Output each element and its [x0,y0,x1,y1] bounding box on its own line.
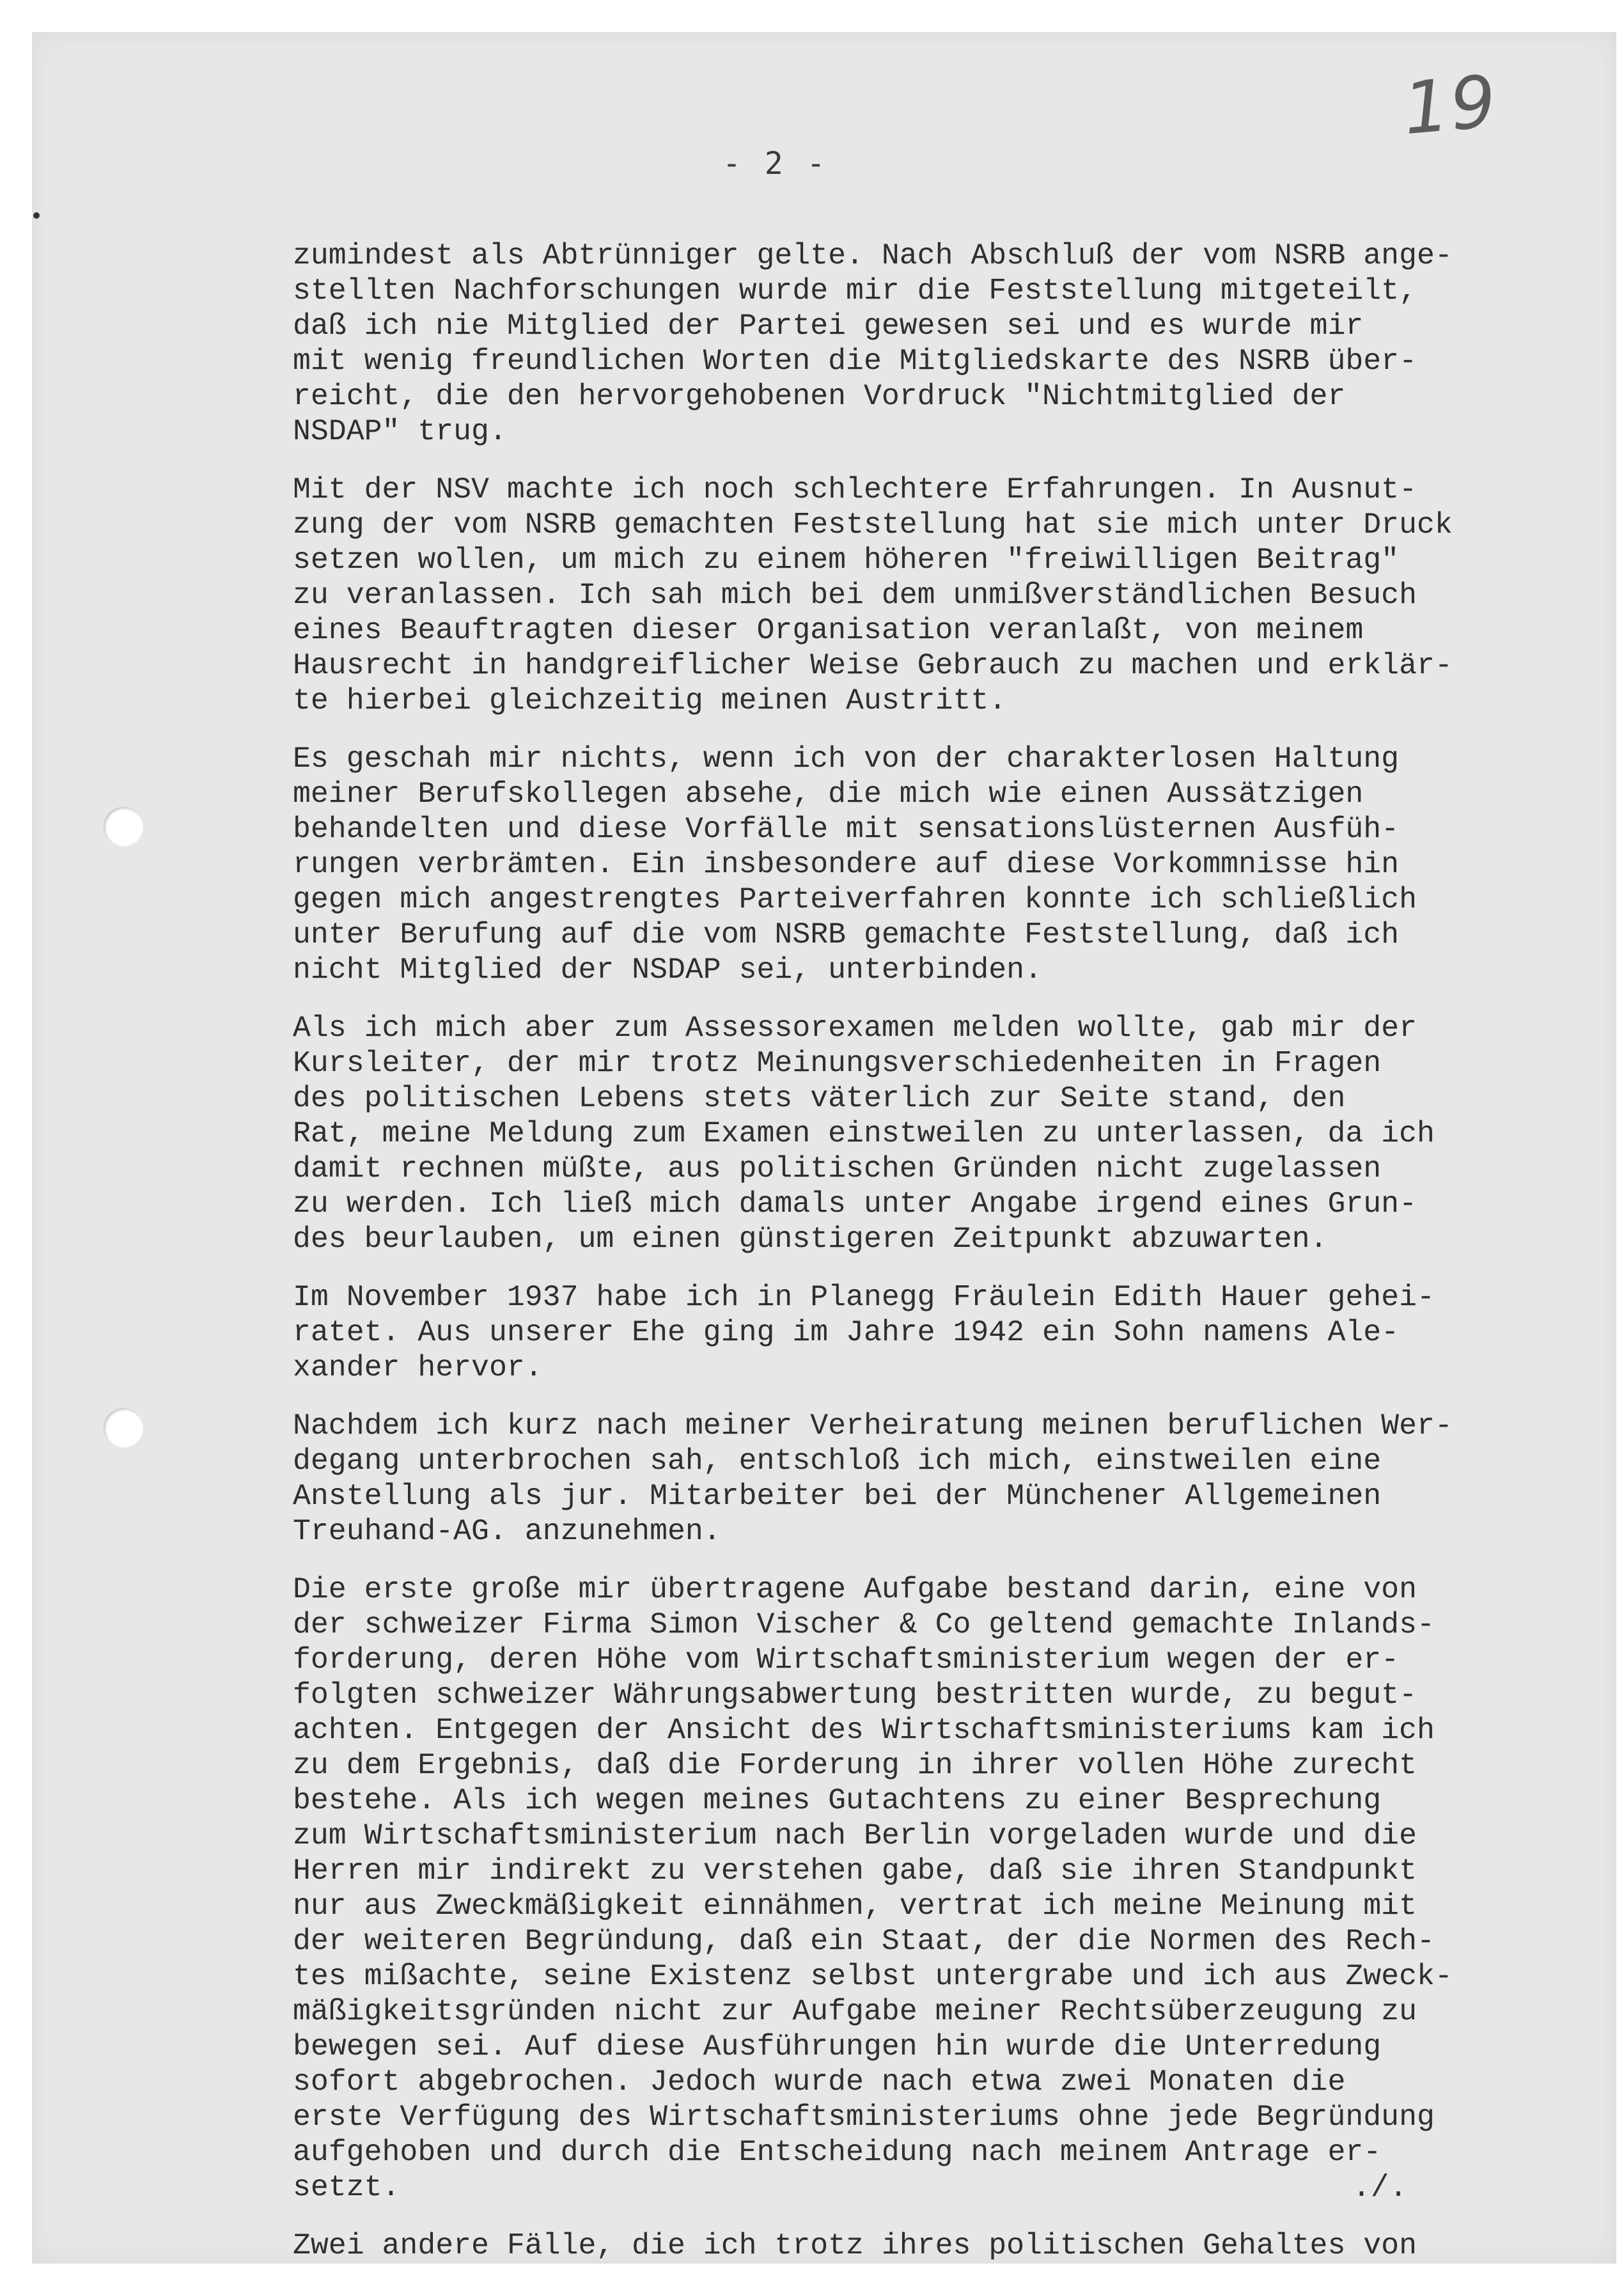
text-line: Nachdem ich kurz nach meiner Verheiratung meinen beruflichen Wer- [293,1409,1453,1443]
text-line: bestehe. Als ich wegen meines Gutachtens zu einer Besprechung [293,1783,1382,1817]
text-line: setzen wollen, um mich zu einem höheren "freiwilligen Beitrag" [293,543,1400,577]
text-line: Rat, meine Meldung zum Examen einstweilen zu unterlassen, da ich [293,1116,1435,1150]
text-line: zumindest als Abtrünniger gelte. Nach Abschluß der vom NSRB ange- [293,239,1453,272]
text-line: forderung, deren Höhe vom Wirtschaftsministerium wegen der er- [293,1643,1400,1677]
text-line: daß ich nie Mitglied der Partei gewesen sei und es wurde mir [293,309,1364,343]
text-line: zu veranlassen. Ich sah mich bei dem unmißverständlichen Besuch [293,578,1417,612]
text-line: achten. Entgegen der Ansicht des Wirtschaftsministeriums kam ich [293,1713,1435,1747]
punch-hole-lower [104,1408,143,1448]
text-line: bewegen sei. Auf diese Ausführungen hin wurde die Unterredung [293,2030,1382,2063]
text-line: erste Verfügung des Wirtschaftsministeriums ohne jede Begründung [293,2100,1435,2134]
text-line: der schweizer Firma Simon Vischer & Co geltend gemachte Inlands- [293,1608,1435,1641]
text-line: eines Beauftragten dieser Organisation veranlaßt, von meinem [293,613,1364,647]
text-line: NSDAP" trug. [293,414,507,448]
text-line: Es geschah mir nichts, wenn ich von der charakterlosen Haltung [293,742,1400,776]
text-line: zu werden. Ich ließ mich damals unter Angabe irgend eines Grun- [293,1187,1417,1221]
text-line: mäßigkeitsgründen nicht zur Aufgabe meiner Rechtsüberzeugung zu [293,1994,1417,2028]
text-line: nicht Mitglied der NSDAP sei, unterbinden. [293,953,1042,987]
text-line: te hierbei gleichzeitig meinen Austritt. [293,684,1007,717]
page-number: - 2 - [722,146,828,182]
paragraph [293,472,1533,718]
text-line: reicht, die den hervorgehobenen Vordruck "Nichtmitglied der [293,379,1346,413]
text-line: Die erste große mir übertragene Aufgabe bestand darin, eine von [293,1572,1417,1606]
text-line: mit wenig freundlichen Worten die Mitgliedskarte des NSRB über- [293,344,1417,378]
text-line: Hausrecht in handgreiflicher Weise Gebrauch zu machen und erklär- [293,648,1453,682]
text-line: sofort abgebrochen. Jedoch wurde nach etwa zwei Monaten die [293,2065,1346,2099]
text-line: Kursleiter, der mir trotz Meinungsverschiedenheiten in Fragen [293,1046,1382,1080]
text-line: damit rechnen müßte, aus politischen Gründen nicht zugelassen [293,1152,1382,1186]
text-line: xander hervor. [293,1350,543,1384]
text-line: degang unterbrochen sah, entschloß ich mich, einstweilen eine [293,1444,1382,1478]
text-line: rungen verbrämten. Ein insbesondere auf diese Vorkommnisse hin [293,847,1400,881]
typed-letter-body [293,238,1533,2286]
text-line: gegen mich angestrengtes Parteiverfahren konnte ich schließlich [293,882,1417,916]
text-line: behandelten und diese Vorfälle mit sensationslüsternen Ausfüh- [293,812,1400,846]
paragraph [293,1010,1533,1257]
text-line: des politischen Lebens stets väterlich zur Seite stand, den [293,1081,1346,1115]
text-line: ratet. Aus unserer Ehe ging im Jahre 1942 ein Sohn namens Ale- [293,1315,1400,1349]
punch-hole-upper [104,807,143,847]
paragraph [293,1280,1533,1385]
text-line: unter Berufung auf die vom NSRB gemachte Feststellung, daß ich [293,918,1400,951]
text-line: Anstellung als jur. Mitarbeiter bei der Münchener Allgemeinen [293,1479,1382,1513]
text-line: aufgehoben und durch die Entscheidung nach meinem Antrage er- [293,2135,1382,2169]
text-line: des beurlauben, um einen günstigeren Zeitpunkt abzuwarten. [293,1222,1328,1256]
continuation-mark: ./. [1352,2171,1408,2205]
paragraph [293,2228,1533,2263]
text-line: zum Wirtschaftsministerium nach Berlin vorgeladen wurde und die [293,1819,1417,1852]
paragraph [293,238,1533,449]
paragraph [293,1572,1533,2205]
text-line: setzt. [293,2170,400,2204]
text-line: Als ich mich aber zum Assessorexamen melden wollte, gab mir der [293,1011,1417,1045]
margin-mark [33,212,40,219]
text-line: Treuhand-AG. anzunehmen. [293,1514,721,1548]
text-line: zu dem Ergebnis, daß die Forderung in ihrer vollen Höhe zurecht [293,1748,1417,1782]
text-line: Im November 1937 habe ich in Planegg Fräulein Edith Hauer gehei- [293,1280,1435,1314]
text-line: meiner Berufskollegen absehe, die mich wie einen Aussätzigen [293,777,1364,811]
text-line: der weiteren Begründung, daß ein Staat, der die Normen des Rech- [293,1924,1435,1958]
text-line: Mit der NSV machte ich noch schlechtere Erfahrungen. In Ausnut- [293,473,1417,506]
text-line: nur aus Zweckmäßigkeit einnähmen, vertrat ich meine Meinung mit [293,1889,1417,1923]
text-line: zung der vom NSRB gemachten Feststellung hat sie mich unter Druck [293,508,1453,542]
paragraph [293,741,1533,987]
text-line: Zwei andere Fälle, die ich trotz ihres politischen Gehaltes von [293,2228,1417,2262]
handwritten-folio-number: 19 [1400,59,1501,152]
text-line: tes mißachte, seine Existenz selbst untergrabe und ich aus Zweck- [293,1959,1453,1993]
text-line: stellten Nachforschungen wurde mir die Feststellung mitgeteilt, [293,274,1417,308]
paragraph [293,1408,1533,1549]
text-line: folgten schweizer Währungsabwertung bestritten wurde, zu begut- [293,1678,1417,1712]
text-line: Herren mir indirekt zu verstehen gabe, daß sie ihren Standpunkt [293,1854,1417,1888]
